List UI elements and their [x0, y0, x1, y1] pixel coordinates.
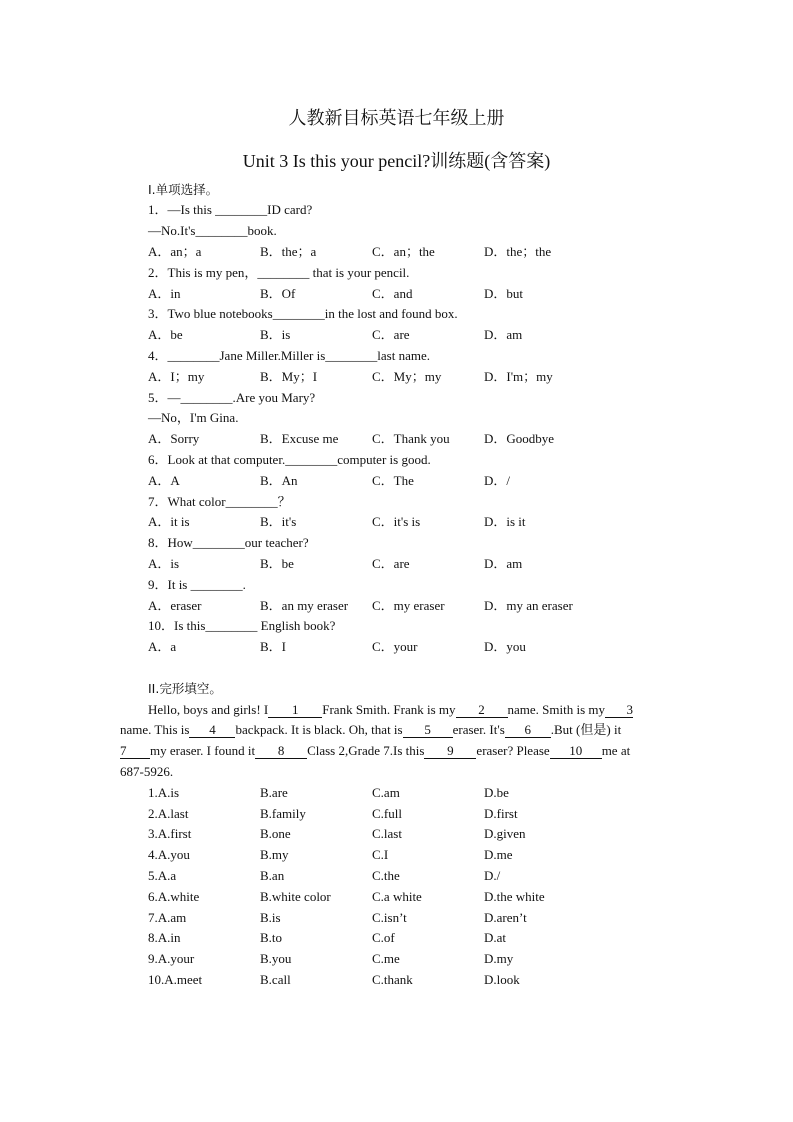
- option-c: C．My；my: [372, 369, 442, 384]
- option-b: B．an my eraser: [260, 598, 349, 613]
- option-b: B．is: [260, 327, 291, 342]
- option-c: C．an；the: [372, 244, 435, 259]
- option-c: C．are: [372, 327, 410, 342]
- option-a: A．Sorry: [148, 431, 200, 446]
- option-c: C.isn’t: [372, 910, 407, 925]
- section2-heading: II.完形填空。: [148, 681, 222, 696]
- option-b: B．My；I: [260, 369, 318, 384]
- question-8: 8．How________our teacher?: [148, 535, 309, 550]
- passage-text: name. Smith is my: [507, 702, 605, 717]
- option-c: C.thank: [372, 972, 413, 987]
- passage-line-1: [148, 700, 704, 721]
- option-a: A．in: [148, 286, 181, 301]
- option-a: 5.A.a: [148, 868, 177, 883]
- option-c: C．and: [372, 286, 413, 301]
- option-b: B.an: [260, 868, 285, 883]
- option-b: B．it's: [260, 514, 297, 529]
- option-b: B.call: [260, 972, 291, 987]
- question-6: 6．Look at that computer.________computer is good.: [148, 452, 431, 467]
- blank-5: 5: [403, 722, 453, 738]
- option-d: D．Goodbye: [484, 431, 555, 446]
- option-a: 7.A.am: [148, 910, 187, 925]
- passage-text: Class 2,Grade 7.Is this: [307, 743, 425, 758]
- passage-line-2: [120, 720, 676, 741]
- option-d: D．/: [484, 473, 511, 488]
- option-c: C.of: [372, 930, 395, 945]
- blank-3: 3: [605, 702, 633, 718]
- option-a: A．is: [148, 556, 180, 571]
- option-b: B．Of: [260, 286, 296, 301]
- option-a: A．eraser: [148, 598, 202, 613]
- option-d: D.me: [484, 847, 513, 862]
- passage-text: backpack. It is black. Oh, that is: [235, 722, 403, 737]
- option-c: C．Thank you: [372, 431, 450, 446]
- option-a: A．an；a: [148, 244, 202, 259]
- passage-text: my eraser. I found it: [150, 743, 256, 758]
- blank-7: 7: [120, 743, 150, 759]
- option-d: D．but: [484, 286, 524, 301]
- option-a: A．I；my: [148, 369, 205, 384]
- option-b: B.family: [260, 806, 306, 821]
- question-5: 5．—________.Are you Mary?: [148, 390, 316, 405]
- passage-line-4: 687-5926.: [120, 764, 174, 779]
- option-d: D.my: [484, 951, 514, 966]
- passage-text: Hello, boys and girls! I: [148, 702, 269, 717]
- option-d: D．am: [484, 327, 523, 342]
- option-d: D.be: [484, 785, 509, 800]
- option-d: D.first: [484, 806, 518, 821]
- question-9: 9．It is ________.: [148, 577, 246, 592]
- section1-heading: I.单项选择。: [148, 182, 219, 197]
- blank-9: 9: [424, 743, 476, 759]
- blank-1: 1: [268, 702, 322, 718]
- option-d: D.the white: [484, 889, 545, 904]
- option-a: 10.A.meet: [148, 972, 203, 987]
- question-2: 2．This is my pen，________ that is your pencil.: [148, 265, 410, 280]
- option-b: B．be: [260, 556, 294, 571]
- option-c: C．my eraser: [372, 598, 445, 613]
- option-c: C.full: [372, 806, 402, 821]
- option-c: C．The: [372, 473, 414, 488]
- option-c: C.me: [372, 951, 400, 966]
- option-b: B.to: [260, 930, 283, 945]
- passage-text: me at: [601, 743, 631, 758]
- option-b: B.is: [260, 910, 281, 925]
- option-b: B.one: [260, 826, 291, 841]
- option-b: B.you: [260, 951, 292, 966]
- option-a: 9.A.your: [148, 951, 195, 966]
- question-7: 7．What color________？: [148, 494, 291, 509]
- option-a: A．be: [148, 327, 183, 342]
- blank-10: 10: [550, 743, 602, 759]
- option-c: C.a white: [372, 889, 422, 904]
- option-a: A．A: [148, 473, 180, 488]
- option-b: B．the；a: [260, 244, 317, 259]
- blank-2: 2: [456, 702, 508, 718]
- option-a: A．it is: [148, 514, 190, 529]
- option-c: C.last: [372, 826, 402, 841]
- question-1-reply: —No.It's________book.: [148, 223, 277, 238]
- passage-text: name. This is: [120, 722, 190, 737]
- option-b: B.are: [260, 785, 288, 800]
- option-d: D.aren’t: [484, 910, 527, 925]
- option-c: C.the: [372, 868, 400, 883]
- option-d: D．I'm；my: [484, 369, 553, 384]
- option-d: D．is it: [484, 514, 526, 529]
- question-5-reply: —No，I'm Gina.: [148, 410, 239, 425]
- option-a: 1.A.is: [148, 785, 180, 800]
- blank-4: 4: [189, 722, 235, 738]
- passage-text: Frank Smith. Frank is my: [322, 702, 456, 717]
- option-d: D.given: [484, 826, 526, 841]
- option-a: 2.A.last: [148, 806, 189, 821]
- question-4: 4．________Jane Miller.Miller is________last name.: [148, 348, 430, 363]
- option-b: B．Excuse me: [260, 431, 339, 446]
- option-c: C.am: [372, 785, 400, 800]
- option-c: C．are: [372, 556, 410, 571]
- option-d: D．am: [484, 556, 523, 571]
- passage-line-3: [120, 741, 676, 762]
- passage-text: eraser? Please: [476, 743, 550, 758]
- option-c: C．it's is: [372, 514, 421, 529]
- option-a: A．a: [148, 639, 177, 654]
- option-b: B.white color: [260, 889, 331, 904]
- option-d: D.look: [484, 972, 520, 987]
- question-1: 1．—Is this ________ID card?: [148, 202, 313, 217]
- option-a: 8.A.in: [148, 930, 181, 945]
- question-3: 3．Two blue notebooks________in the lost and found box.: [148, 306, 458, 321]
- passage-text: .But (但是) it: [550, 722, 622, 737]
- option-d: D.at: [484, 930, 507, 945]
- option-d: D．my an eraser: [484, 598, 573, 613]
- option-c: C．your: [372, 639, 418, 654]
- option-a: 4.A.you: [148, 847, 190, 862]
- passage-text: eraser. It's: [452, 722, 505, 737]
- option-d: D．you: [484, 639, 526, 654]
- blank-8: 8: [255, 743, 307, 759]
- option-c: C.I: [372, 847, 389, 862]
- option-d: D．the；the: [484, 244, 552, 259]
- blank-6: 6: [505, 722, 551, 738]
- option-b: B.my: [260, 847, 289, 862]
- document-title: 人教新目标英语七年级上册: [288, 108, 505, 129]
- document-subtitle: Unit 3 Is this your pencil?训练题(含答案): [242, 151, 551, 171]
- question-10: 10．Is this________ English book?: [148, 618, 336, 633]
- option-a: 3.A.first: [148, 826, 192, 841]
- option-b: B．I: [260, 639, 287, 654]
- option-b: B．An: [260, 473, 298, 488]
- option-a: 6.A.white: [148, 889, 200, 904]
- option-d: D./: [484, 868, 501, 883]
